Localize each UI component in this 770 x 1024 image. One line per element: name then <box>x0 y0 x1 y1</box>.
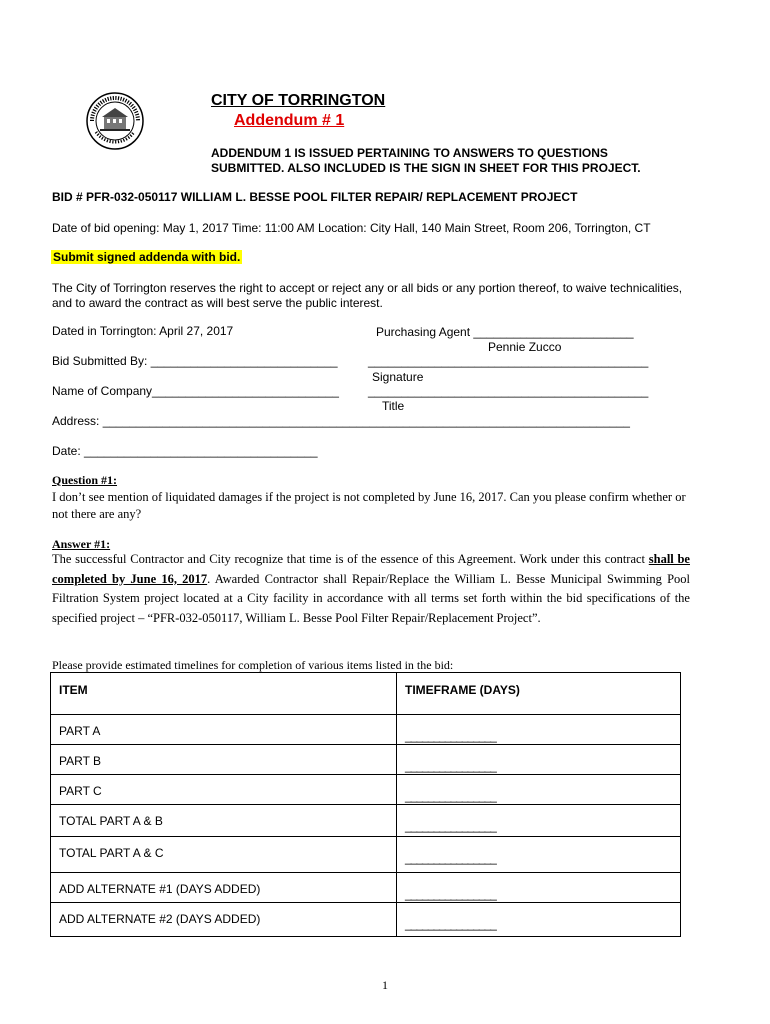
agent-name: Pennie Zucco <box>488 340 562 354</box>
table-row <box>51 873 681 903</box>
purchasing-agent-line: Purchasing Agent ________________________ <box>376 325 634 339</box>
bid-submitted-by-field[interactable]: Bid Submitted By: ____________________________ <box>52 354 338 368</box>
bid-opening-details: Date of bid opening: May 1, 2017 Time: 11:00 AM Location: City Hall, 140 Main Street, Room 206, Torrington, CT <box>52 221 651 235</box>
header-timeframe: TIMEFRAME (DAYS) <box>397 673 681 715</box>
company-name-field[interactable]: Name of Company____________________________ <box>52 384 339 398</box>
signature-label: Signature <box>372 370 424 384</box>
question-heading: Question #1: <box>52 473 118 487</box>
signature-field[interactable]: __________________________________________ <box>368 354 649 368</box>
intro-line-2: SUBMITTED. ALSO INCLUDED IS THE SIGN IN SHEET FOR THIS PROJECT. <box>211 161 641 175</box>
title-label: Title <box>382 399 405 413</box>
blank-line: ________________ <box>405 789 496 803</box>
address-field[interactable]: Address: _______________________________________________________________________________ <box>52 414 630 428</box>
row-blank[interactable] <box>397 805 681 837</box>
blank-line: ________________ <box>405 887 496 901</box>
blank-line: ________________ <box>405 917 496 931</box>
addendum-intro <box>211 146 681 176</box>
date-field[interactable]: Date: ___________________________________ <box>52 444 318 458</box>
row-blank[interactable] <box>397 873 681 903</box>
row-label: PART C <box>51 775 397 805</box>
blank-line: ________________ <box>405 729 496 743</box>
table-header-row <box>51 673 681 715</box>
row-blank[interactable] <box>397 745 681 775</box>
table-row <box>51 837 681 873</box>
answer-text-part2: . Awarded Contractor shall Repair/Replace the William L. Besse Municipal Swimming Pool Filtration System project located at a City facility in accordance with all terms set forth within the bid specifications of the specified project – “PFR-032-050117, William L. Besse Pool Filter Repair/Replacement Project”. <box>52 571 690 625</box>
submit-note-highlight: Submit signed addenda with bid. <box>53 250 241 264</box>
row-label: ADD ALTERNATE #1 (DAYS ADDED) <box>51 873 397 903</box>
row-label: PART A <box>51 715 397 745</box>
row-label: PART B <box>51 745 397 775</box>
timeline-instructions: Please provide estimated timelines for completion of various items listed in the bid: <box>52 658 454 672</box>
question-text: I don’t see mention of liquidated damages if the project is not completed by June 16, 2017. Can you please confirm whether or not there are any? <box>52 490 686 521</box>
answer-heading: Answer #1: <box>52 537 111 551</box>
table-row <box>51 745 681 775</box>
row-blank[interactable] <box>397 775 681 805</box>
blank-line: ________________ <box>405 819 496 833</box>
page-title: CITY OF TORRINGTON <box>211 92 386 109</box>
table-row <box>51 775 681 805</box>
city-seal-logo <box>86 92 144 150</box>
row-blank[interactable] <box>397 903 681 937</box>
row-label: ADD ALTERNATE #2 (DAYS ADDED) <box>51 903 397 937</box>
table-row <box>51 715 681 745</box>
row-label: TOTAL PART A & B <box>51 805 397 837</box>
blank-line: ________________ <box>405 851 496 865</box>
header-item: ITEM <box>51 673 397 715</box>
addendum-number: Addendum # 1 <box>234 112 345 129</box>
title-field[interactable]: __________________________________________ <box>368 384 649 398</box>
dated-line: Dated in Torrington: April 27, 2017 <box>52 324 234 338</box>
row-label: TOTAL PART A & C <box>51 837 397 873</box>
timeline-table <box>50 672 681 937</box>
row-blank[interactable] <box>397 837 681 873</box>
row-blank[interactable] <box>397 715 681 745</box>
reservation-paragraph: The City of Torrington reserves the right to accept or reject any or all bids or any portion thereof, to waive technicalities, and to award the contract as will best serve the public interest. <box>52 281 683 310</box>
answer-text-part1: The successful Contractor and City recognize that time is of the essence of this Agreement. Work under this contract <box>52 552 649 566</box>
intro-line-1: ADDENDUM 1 IS ISSUED PERTAINING TO ANSWERS TO QUESTIONS <box>211 146 608 160</box>
table-row <box>51 805 681 837</box>
answer-deadline: shall be completed by June 16, 2017 <box>52 552 690 586</box>
table-row <box>51 903 681 937</box>
answer-text <box>52 550 690 628</box>
bid-title: BID # PFR-032-050117 WILLIAM L. BESSE POOL FILTER REPAIR/ REPLACEMENT PROJECT <box>52 190 578 204</box>
page-number: 1 <box>382 978 388 992</box>
blank-line: ________________ <box>405 759 496 773</box>
